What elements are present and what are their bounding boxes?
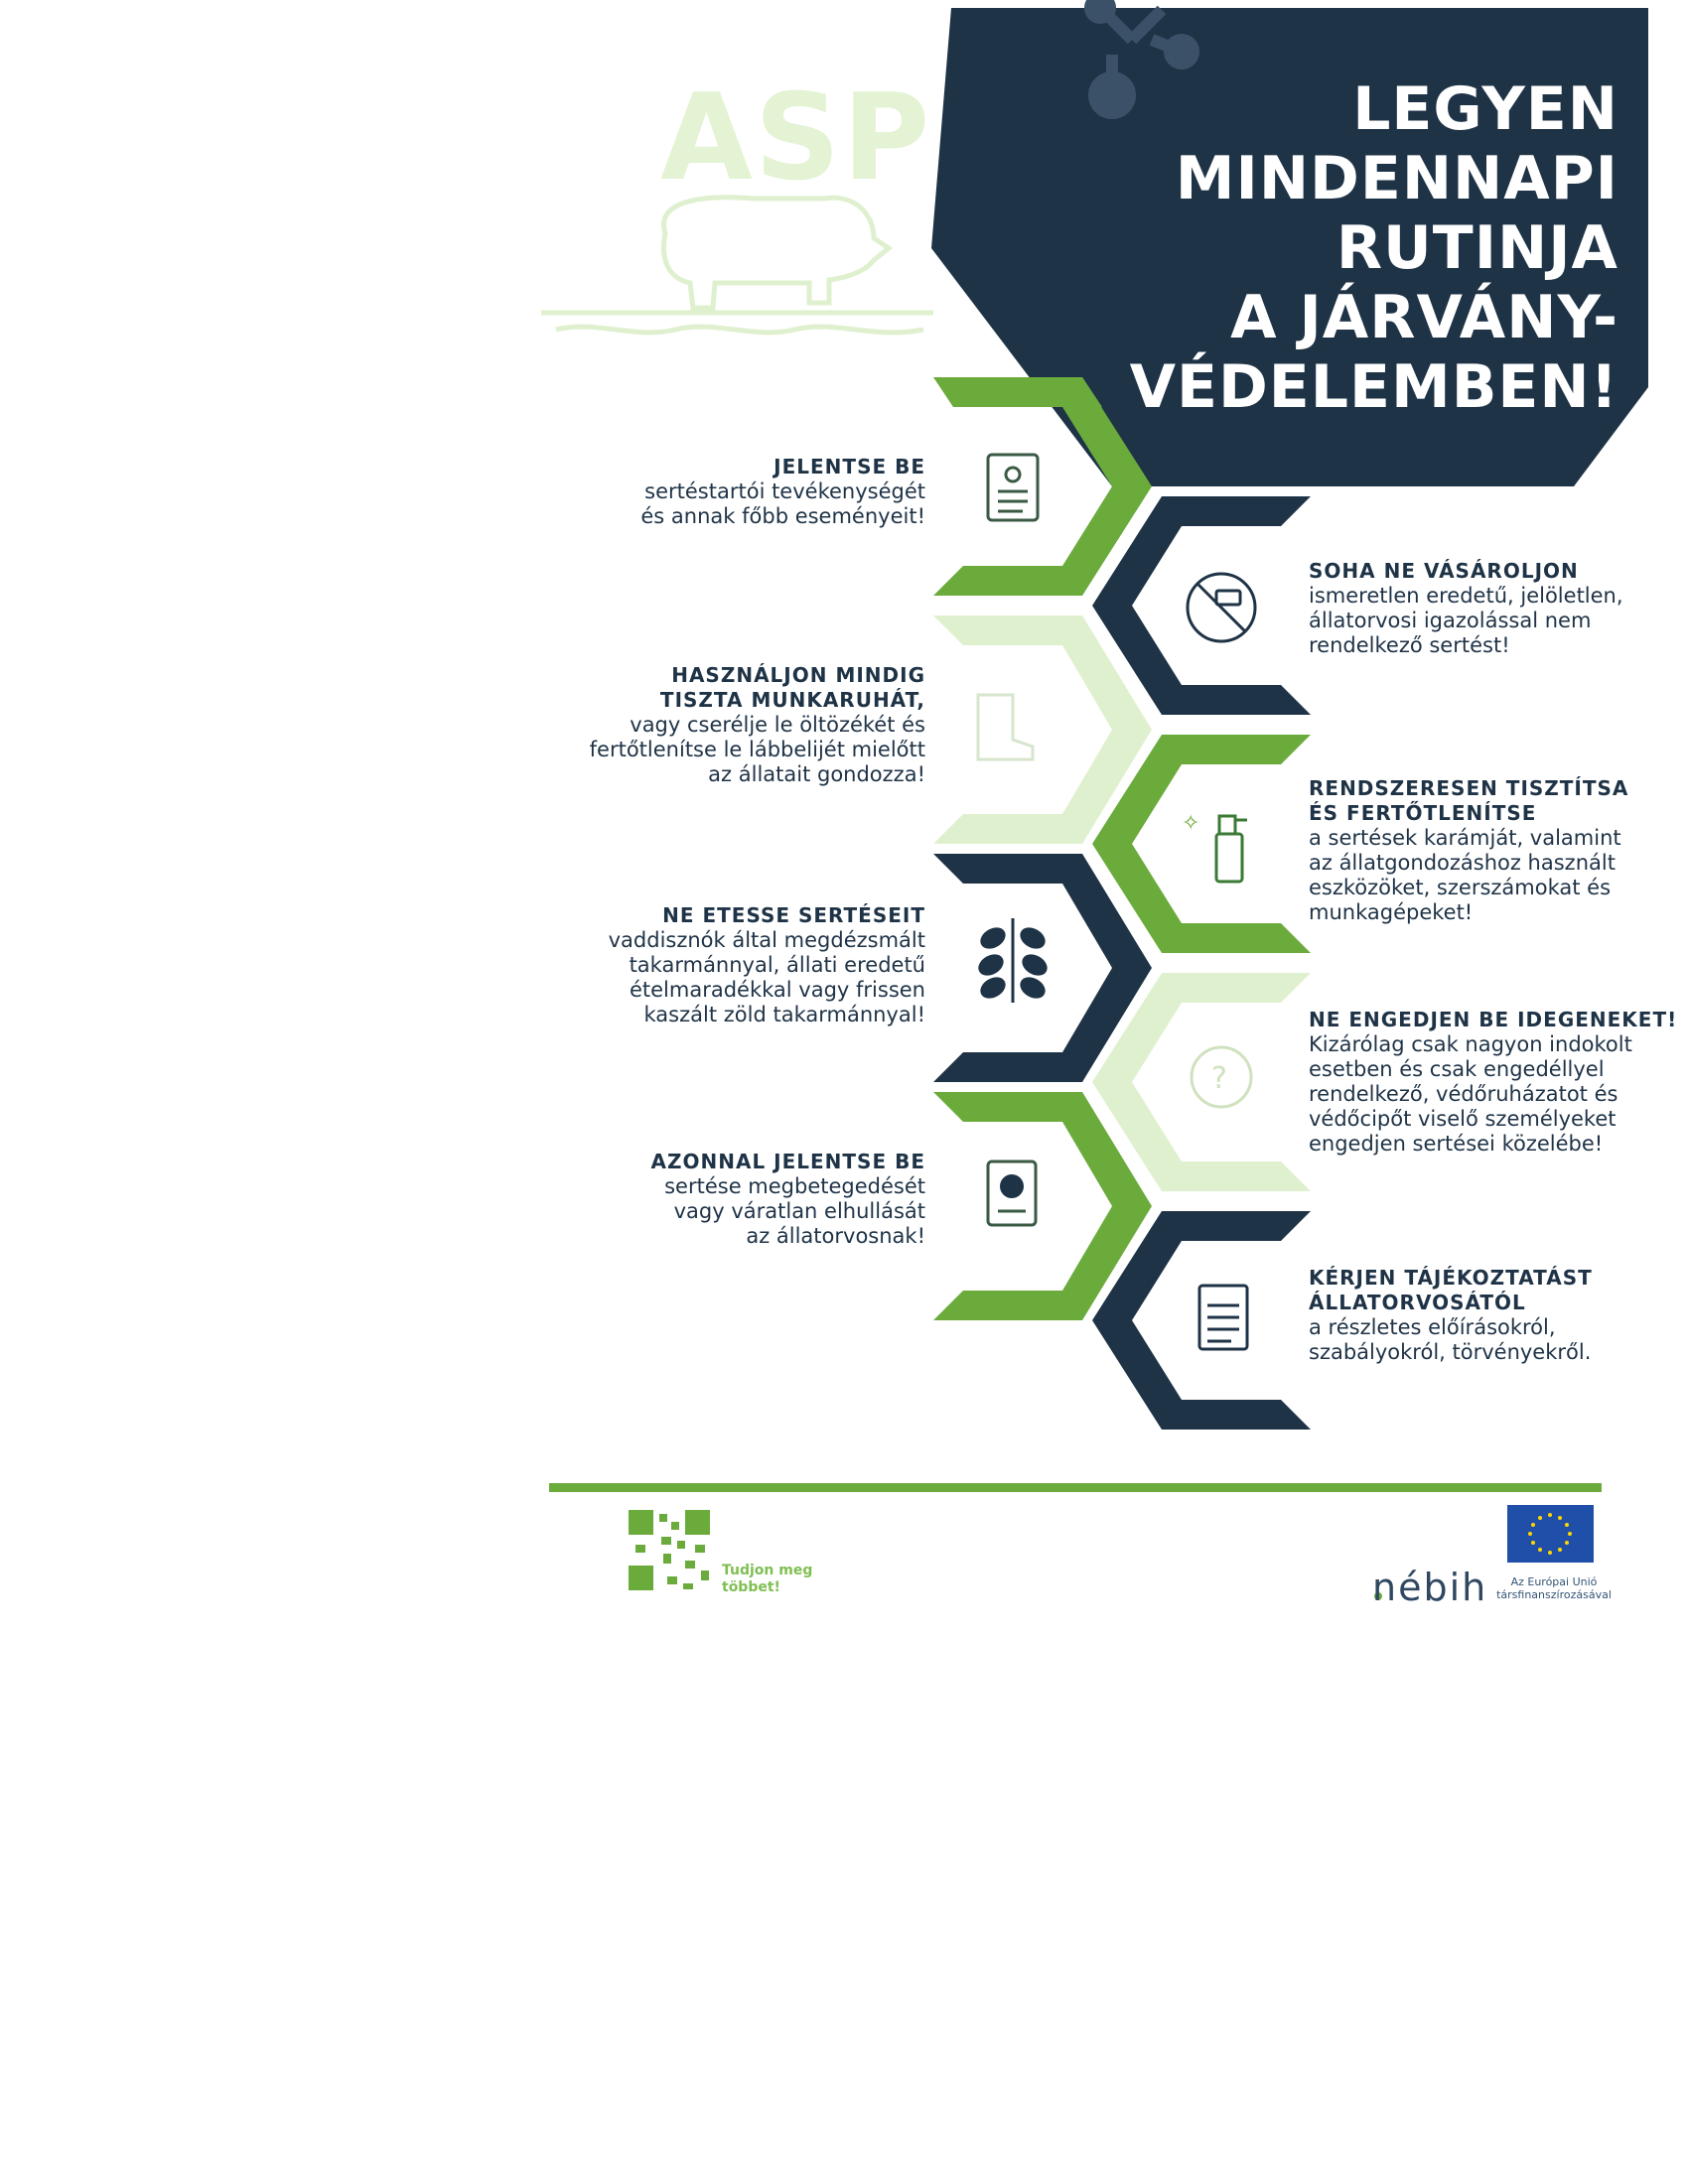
item-body: fertőtlenítse le lábbelijét mielőtt bbox=[589, 738, 925, 761]
item-body: eszközöket, szerszámokat és bbox=[1309, 876, 1612, 899]
title-line-2: MINDENNAPI bbox=[1175, 144, 1618, 213]
item-body: védőcipőt viselő személyeket bbox=[1309, 1107, 1617, 1131]
item-body: sertéstartói tevékenységét bbox=[644, 479, 925, 503]
title-line-1: LEGYEN bbox=[1352, 74, 1618, 144]
item-body: takarmánnyal, állati eredetű bbox=[629, 953, 925, 977]
item-body: a részletes előírásokról, bbox=[1309, 1315, 1556, 1339]
eu-caption: Az Európai Unió társfinanszírozásával bbox=[1496, 1575, 1612, 1601]
svg-text:✧: ✧ bbox=[1182, 811, 1200, 836]
title-line-5: VÉDELEMBEN! bbox=[1129, 352, 1618, 422]
item-heading: JELENTSE BE bbox=[774, 455, 925, 478]
item-heading: SOHA NE VÁSÁROLJON bbox=[1309, 559, 1579, 583]
item-heading: AZONNAL JELENTSE BE bbox=[650, 1150, 925, 1173]
item-body: Kizárólag csak nagyon indokolt bbox=[1309, 1032, 1632, 1056]
asp-watermark: ASP bbox=[660, 69, 932, 207]
qr-caption[interactable]: Tudjon meg többet! bbox=[722, 1563, 813, 1595]
nebih-logo: nébih bbox=[1372, 1566, 1488, 1609]
item-body: vagy cserélje le öltözékét és bbox=[630, 713, 925, 737]
item-no-strangers bbox=[1309, 1008, 1676, 1157]
item-heading: NE ETESSE SERTÉSEIT bbox=[662, 903, 925, 927]
alert-document-icon bbox=[988, 1161, 1036, 1225]
item-body: esetben és csak engedéllyel bbox=[1309, 1057, 1605, 1081]
item-body: sertése megbetegedését bbox=[664, 1174, 925, 1198]
item-body: vagy váratlan elhullását bbox=[673, 1199, 925, 1223]
item-body: vaddisznók által megdézsmált bbox=[608, 928, 925, 952]
item-body: kaszált zöld takarmánnyal! bbox=[643, 1003, 925, 1026]
title-line-4: A JÁRVÁNY- bbox=[1230, 283, 1618, 352]
item-body: rendelkező, védőruházatot és bbox=[1309, 1082, 1618, 1106]
item-body: az állatgondozáshoz használt bbox=[1309, 851, 1616, 875]
title-line-3: RUTINJA bbox=[1336, 213, 1618, 283]
item-heading: KÉRJEN TÁJÉKOZTATÁST bbox=[1309, 1266, 1593, 1290]
item-never-buy bbox=[1309, 559, 1666, 658]
chevron-1-left bbox=[933, 377, 1102, 407]
qr-code bbox=[629, 1510, 710, 1590]
document-gear-icon bbox=[988, 455, 1038, 520]
item-body: ismeretlen eredetű, jelöletlen, bbox=[1309, 584, 1623, 608]
item-body: és annak főbb eseményeit! bbox=[640, 504, 925, 528]
item-body: munkagépeket! bbox=[1309, 900, 1474, 924]
item-heading: ÉS FERTŐTLENÍTSE bbox=[1309, 801, 1537, 825]
no-purchase-icon bbox=[1188, 574, 1255, 641]
item-body: az állatait gondozza! bbox=[708, 762, 925, 786]
item-heading: RENDSZERESEN TISZTÍTSA bbox=[1309, 776, 1629, 800]
item-clean-workwear bbox=[556, 663, 925, 787]
spray-bottle-icon bbox=[1182, 811, 1247, 882]
leaves-icon bbox=[977, 918, 1050, 1003]
item-body: az állatorvosnak! bbox=[746, 1224, 925, 1248]
item-body: ételmaradékkal vagy frissen bbox=[629, 978, 925, 1002]
item-heading: TISZTA MUNKARUHÁT, bbox=[659, 688, 925, 712]
item-feeding bbox=[556, 903, 925, 1027]
boot-icon bbox=[978, 695, 1033, 759]
item-body: rendelkező sertést! bbox=[1309, 633, 1510, 657]
pig-outline bbox=[541, 198, 933, 333]
question-head-icon bbox=[1192, 1047, 1251, 1107]
svg-text:?: ? bbox=[1211, 1061, 1227, 1096]
item-heading: NE ENGEDJEN BE IDEGENEKET! bbox=[1309, 1008, 1678, 1031]
chevron-5 bbox=[1092, 496, 1311, 715]
item-heading: HASZNÁLJON MINDIG bbox=[671, 663, 925, 687]
item-report-illness bbox=[576, 1150, 925, 1249]
item-clean-disinfect bbox=[1309, 776, 1666, 925]
item-body: a sertések karámját, valamint bbox=[1309, 826, 1621, 850]
item-body: állatorvosi igazolással nem bbox=[1309, 609, 1592, 632]
info-sheet-icon bbox=[1199, 1286, 1247, 1349]
item-ask-vet bbox=[1309, 1266, 1666, 1365]
item-body: szabályokról, törvényekről. bbox=[1309, 1340, 1592, 1364]
item-report-activity bbox=[576, 455, 925, 529]
item-body: engedjen sertései közelébe! bbox=[1309, 1132, 1604, 1156]
footer-divider bbox=[549, 1483, 1602, 1492]
item-heading: ÁLLATORVOSÁTÓL bbox=[1309, 1291, 1526, 1314]
